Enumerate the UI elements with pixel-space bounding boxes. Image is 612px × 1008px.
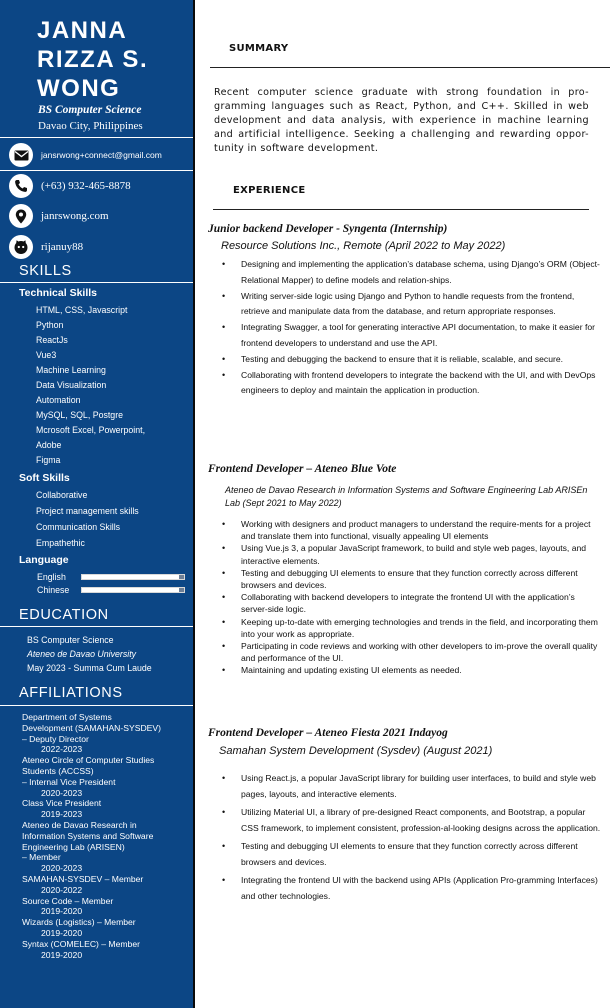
affiliation-text: Department of Systems	[22, 712, 112, 722]
bullet-item: • Collaborating with frontend developers to integrate the backend with the UI, and with DevOps engineers to deploy and maintain the application in production.	[222, 368, 602, 400]
experience-rule	[213, 209, 589, 210]
bullet-item: • Collaborating with backend developers to integrate the frontend UI with the application’s server-side logic.	[222, 591, 602, 615]
list-item: Mcrosoft Excel, Powerpoint,	[36, 425, 146, 435]
name-line-2: RIZZA S.	[37, 46, 149, 73]
affiliation-years: 2020-2023	[41, 787, 83, 798]
list-item: ReactJs	[36, 335, 68, 345]
summary-text: Recent computer science graduate with strong foundation in pro-gramming languages such as React, Python, and C++. Skilled in web development and data analysis, with experience in machine learning and artificial intelligence. Seeking a challenging and rewarding oppor-tunity in software development.	[214, 87, 589, 154]
bullet-item: • Designing and implementing the application’s database schema, using Django’s ORM (Object-Relational Mapper) to define models and relation-ships.	[222, 257, 602, 289]
job-organization: Samahan System Development (Sysdev) (August 2021)	[219, 745, 493, 757]
bullet-item: • Integrating the frontend UI with the backend using APIs (Application Pro-gramming Interfaces) and other technologies.	[222, 872, 602, 904]
contact-phone[interactable]	[9, 174, 131, 198]
affiliations-heading: AFFILIATIONS	[19, 685, 123, 701]
divider	[0, 137, 193, 138]
affiliation-text: SAMAHAN-SYSDEV – Member	[22, 873, 144, 884]
job-organization: Ateneo de Davao Research in Information Systems and Software Engineering Lab ARISEn Lab (Sept 2021 to May 2022)	[225, 485, 588, 508]
list-item: Automation	[36, 395, 81, 405]
affiliation-years: 2020-2022	[41, 884, 83, 895]
affiliation-text: Students (ACCSS)	[22, 765, 94, 776]
job-title: Junior backend Developer - Syngenta (Internship)	[208, 223, 448, 235]
list-item: Data Visualization	[36, 380, 107, 390]
candidate-name	[37, 16, 187, 103]
affiliation-years: 2019-2020	[41, 949, 83, 960]
technical-skills-list	[36, 303, 145, 468]
list-item: Communication Skills	[36, 522, 121, 532]
name-line-3: WONG	[37, 75, 121, 102]
job-bullets	[222, 518, 602, 677]
bullet-item: • Maintaining and updating existing UI elements as needed.	[222, 664, 602, 676]
education-school: Ateneo de Davao University	[27, 649, 137, 659]
job-organization: Resource Solutions Inc., Remote (April 2022 to May 2022)	[221, 240, 506, 252]
affiliation-text: Source Code – Member	[22, 895, 114, 906]
contact-website[interactable]	[9, 204, 109, 228]
language-level-fill	[82, 575, 179, 579]
contact-email-text[interactable]: jansrwong+connect@gmail.com	[41, 150, 162, 160]
bullet-item: • Utilizing Material UI, a library of pre-designed React components, and Bootstrap, a popular CSS framework, to implement consistent, profession-al-looking designs across the application.	[222, 804, 602, 836]
language-heading: Language	[19, 554, 69, 566]
language-level-bar	[81, 574, 185, 580]
contact-phone-text[interactable]: (+63) 932-465-8878	[41, 180, 131, 192]
affiliation-years: 2019-2020	[41, 927, 83, 938]
bullet-item: • Integrating Swagger, a tool for generating interactive API documentation, to make it easier for frontend developers to understand and use the API.	[222, 320, 602, 352]
list-item: Figma	[36, 455, 61, 465]
list-item: Empathethic	[36, 538, 85, 548]
contact-website-text[interactable]: janrswong.com	[41, 210, 109, 222]
affiliation-years: 2019-2023	[41, 809, 83, 820]
bullet-item: • Participating in code reviews and working with other developers to im-prove the overall quality and performance of the UI.	[222, 640, 602, 664]
contact-github[interactable]	[9, 235, 83, 259]
affiliation-text: Ateneo Circle of Computer Studies	[22, 755, 155, 766]
language-chinese	[37, 585, 185, 595]
affiliation-text: Syntax (COMELEC) – Member	[22, 938, 140, 949]
contact-email[interactable]	[9, 143, 162, 167]
bullet-item: • Writing server-side logic using Django and Python to handle requests from the frontend, retrieve and manipulate data from the database, and return appropriate responses.	[222, 289, 602, 321]
bullet-item: • Working with designers and product managers to understand the require-ments for a project and translate them into functional, visually appealing UI elements	[222, 518, 602, 542]
affiliation-years: 2022-2023	[41, 744, 83, 755]
affiliation-text: Class Vice President	[22, 798, 102, 809]
sidebar	[0, 0, 193, 1008]
bullet-item: • Testing and debugging UI elements to ensure that they function correctly across different browsers and devices.	[222, 567, 602, 591]
affiliation-text: – Member	[22, 852, 61, 863]
affiliation-text: Information Systems and Software	[22, 830, 154, 841]
affiliation-text: – Internal Vice President	[22, 776, 116, 787]
github-icon	[9, 235, 33, 259]
affiliation-years: 2020-2023	[41, 863, 83, 874]
affiliation-text: Ateneo de Davao Research in	[22, 819, 137, 830]
sidebar-border	[193, 0, 195, 1008]
soft-skills-heading: Soft Skills	[19, 472, 70, 484]
affiliation-text: Engineering Lab (ARISEN)	[22, 841, 125, 852]
technical-skills-heading: Technical Skills	[19, 287, 98, 299]
bullet-item: • Keeping up-to-date with emerging technologies and trends in the field, and incorporating them into your work as appropriate.	[222, 616, 602, 640]
bullet-item: • Testing and debugging UI elements to ensure that they function correctly across different browsers and devices.	[222, 838, 602, 870]
bullet-item: • Using React.js, a popular JavaScript library for building user interfaces, to build and style web pages, layouts, and interactive elements.	[222, 770, 602, 802]
email-icon	[9, 143, 33, 167]
summary-heading: SUMMARY	[229, 43, 289, 54]
affiliation-text: Development (SAMAHAN-SYSDEV)	[22, 722, 161, 733]
affiliation-text: Wizards (Logistics) – Member	[22, 917, 136, 928]
contact-github-text[interactable]: rijanuy88	[41, 241, 84, 253]
list-item: HTML, CSS, Javascript	[36, 305, 128, 315]
list-item: Adobe	[36, 440, 62, 450]
summary-rule	[210, 67, 610, 68]
job-bullets	[222, 257, 602, 399]
name-line-1: JANNA	[37, 17, 128, 44]
divider	[0, 282, 193, 283]
language-level-bar	[81, 587, 185, 593]
divider	[0, 705, 193, 706]
list-item: Collaborative	[36, 490, 88, 500]
experience-heading: EXPERIENCE	[233, 185, 306, 196]
bullet-item: • Using Vue.js 3, a popular JavaScript framework, to build and style web pages, layouts, and interactive elements.	[222, 542, 602, 566]
affiliation-text: – Deputy Director	[22, 733, 89, 744]
job-bullets	[222, 770, 602, 904]
phone-icon	[9, 174, 33, 198]
education-heading: EDUCATION	[19, 607, 109, 623]
divider	[0, 170, 193, 171]
affiliations-list	[22, 712, 193, 960]
profile-location: Davao City, Philippines	[38, 120, 143, 132]
skills-heading: SKILLS	[19, 263, 72, 279]
education-dates: May 2023 - Summa Cum Laude	[27, 663, 152, 673]
language-name: Chinese	[37, 585, 70, 595]
education-entry	[27, 633, 152, 675]
list-item: MySQL, SQL, Postgre	[36, 410, 124, 420]
language-name: English	[37, 572, 66, 582]
education-degree: BS Computer Science	[27, 635, 114, 645]
bullet-item: • Testing and debugging the backend to ensure that it is reliable, scalable, and secure.	[222, 352, 602, 368]
job-title: Frontend Developer – Ateneo Blue Vote	[208, 463, 397, 475]
list-item: Machine Learning	[36, 365, 106, 375]
location-pin-icon	[9, 204, 33, 228]
divider	[0, 626, 193, 627]
profile-degree: BS Computer Science	[38, 104, 142, 116]
job-title: Frontend Developer – Ateneo Fiesta 2021 Indayog	[208, 727, 448, 739]
list-item: Vue3	[36, 350, 57, 360]
affiliation-years: 2019-2020	[41, 906, 83, 917]
list-item: Python	[36, 320, 64, 330]
language-english	[37, 572, 185, 582]
language-level-fill	[82, 588, 179, 592]
soft-skills-list	[36, 487, 139, 551]
list-item: Project management skills	[36, 506, 139, 516]
